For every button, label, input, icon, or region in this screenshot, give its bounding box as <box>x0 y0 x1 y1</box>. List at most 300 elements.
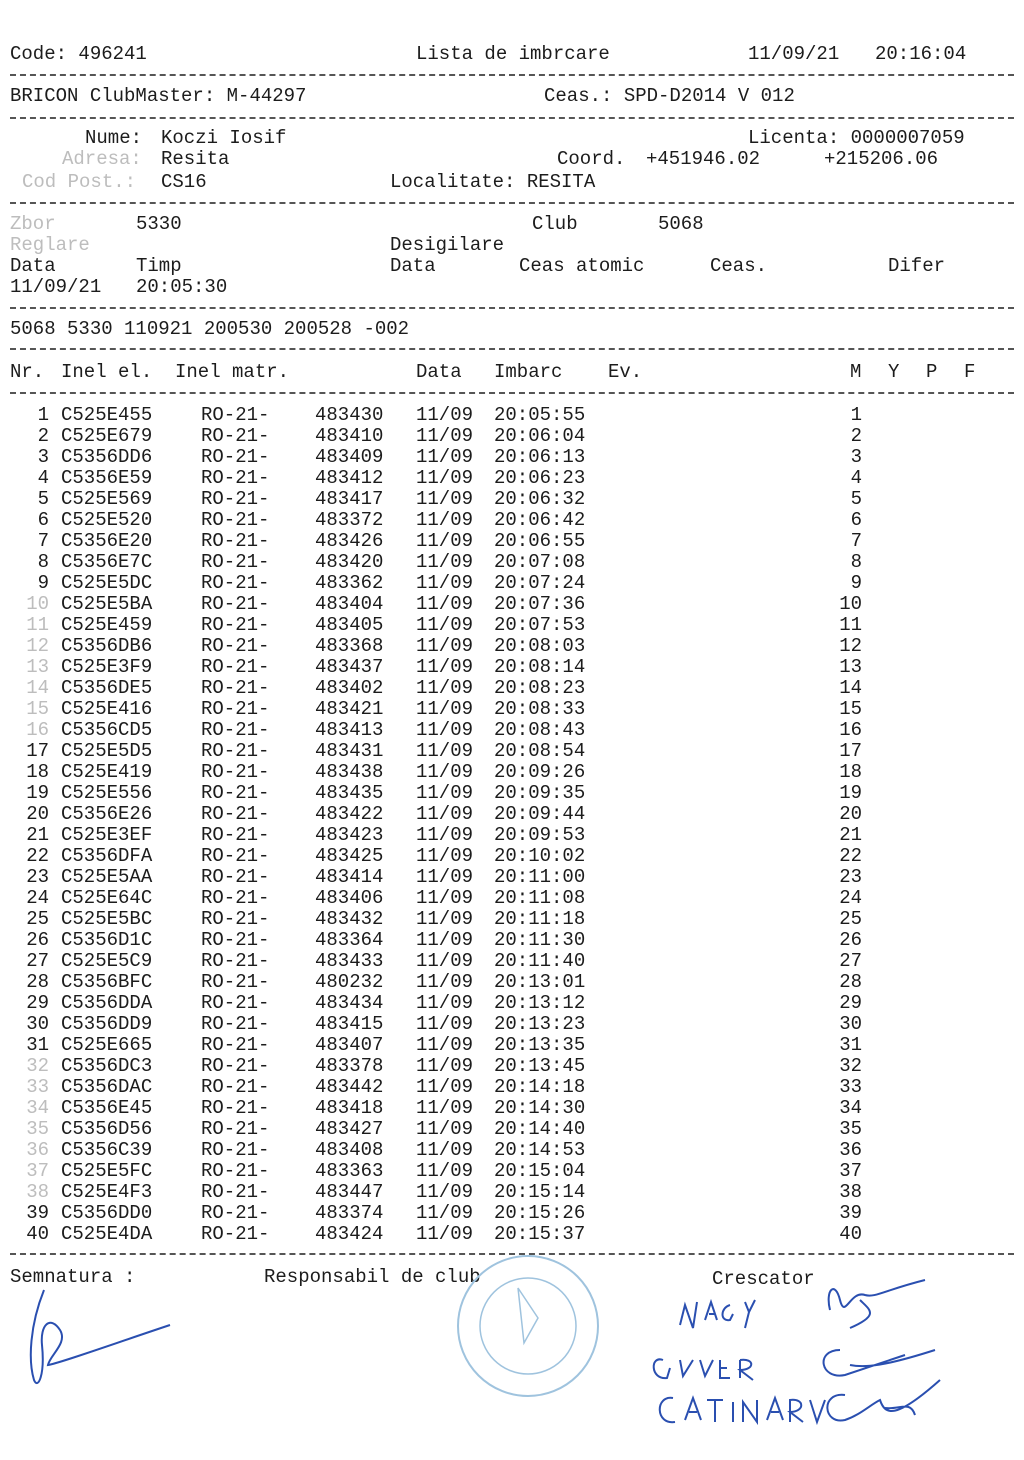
row-m: 39 <box>839 1202 862 1224</box>
row-nr: 6 <box>37 509 49 531</box>
ceas-label: Ceas. <box>710 255 768 277</box>
row-m: 35 <box>839 1118 862 1140</box>
row-inel-matr: 483405 <box>315 614 384 636</box>
row-inel-matr: 483409 <box>315 446 384 468</box>
row-time: 20:11:40 <box>494 950 586 972</box>
timp-label: Timp <box>136 255 182 277</box>
row-inel-el: C5356DD9 <box>61 1013 153 1035</box>
row-inel-prefix: RO-21- <box>201 509 270 531</box>
desigilare-label: Desigilare <box>390 234 505 256</box>
row-inel-el: C525E419 <box>61 761 153 783</box>
row-time: 20:07:36 <box>494 593 586 615</box>
row-time: 20:13:45 <box>494 1055 586 1077</box>
row-time: 20:15:37 <box>494 1223 586 1245</box>
row-m: 34 <box>839 1097 862 1119</box>
row-inel-el: C525E5BC <box>61 908 153 930</box>
row-inel-prefix: RO-21- <box>201 929 270 951</box>
row-date: 11/09 <box>416 971 474 993</box>
row-date: 11/09 <box>416 572 474 594</box>
row-inel-matr: 483437 <box>315 656 384 678</box>
row-nr: 36 <box>26 1139 49 1161</box>
row-time: 20:14:18 <box>494 1076 586 1098</box>
row-date: 11/09 <box>416 719 474 741</box>
row-inel-matr: 483447 <box>315 1181 384 1203</box>
row-time: 20:08:14 <box>494 656 586 678</box>
row-inel-matr: 480232 <box>315 971 384 993</box>
row-m: 36 <box>839 1139 862 1161</box>
row-inel-prefix: RO-21- <box>201 1202 270 1224</box>
row-inel-prefix: RO-21- <box>201 1139 270 1161</box>
row-inel-el: C5356E59 <box>61 467 153 489</box>
row-date: 11/09 <box>416 698 474 720</box>
row-date: 11/09 <box>416 782 474 804</box>
row-nr: 33 <box>26 1076 49 1098</box>
row-inel-matr: 483435 <box>315 782 384 804</box>
divider <box>10 74 1014 76</box>
row-time: 20:09:26 <box>494 761 586 783</box>
row-inel-el: C525E5DC <box>61 572 153 594</box>
row-inel-el: C5356DD6 <box>61 446 153 468</box>
row-inel-prefix: RO-21- <box>201 866 270 888</box>
row-date: 11/09 <box>416 593 474 615</box>
row-inel-el: C5356BFC <box>61 971 153 993</box>
row-time: 20:10:02 <box>494 845 586 867</box>
row-inel-prefix: RO-21- <box>201 635 270 657</box>
row-inel-prefix: RO-21- <box>201 1118 270 1140</box>
row-m: 7 <box>850 530 862 552</box>
row-date: 11/09 <box>416 1055 474 1077</box>
row-date: 11/09 <box>416 614 474 636</box>
row-date: 11/09 <box>416 467 474 489</box>
row-time: 20:05:55 <box>494 404 586 426</box>
print-time: 20:16:04 <box>875 43 967 65</box>
row-m: 5 <box>850 488 862 510</box>
row-inel-el: C525E3EF <box>61 824 153 846</box>
row-nr: 16 <box>26 719 49 741</box>
row-inel-matr: 483362 <box>315 572 384 594</box>
row-nr: 39 <box>26 1202 49 1224</box>
row-nr: 5 <box>37 488 49 510</box>
row-nr: 9 <box>37 572 49 594</box>
row-inel-matr: 483442 <box>315 1076 384 1098</box>
row-nr: 34 <box>26 1097 49 1119</box>
col-ev: Ev. <box>608 361 643 383</box>
row-inel-el: C525E3F9 <box>61 656 153 678</box>
row-inel-el: C5356DD0 <box>61 1202 153 1224</box>
row-time: 20:15:26 <box>494 1202 586 1224</box>
row-m: 31 <box>839 1034 862 1056</box>
row-date: 11/09 <box>416 1202 474 1224</box>
divider <box>10 307 1014 309</box>
postal-code: CS16 <box>161 171 207 193</box>
clubmaster-id: BRICON ClubMaster: M-44297 <box>10 85 307 107</box>
row-time: 20:06:23 <box>494 467 586 489</box>
row-inel-prefix: RO-21- <box>201 845 270 867</box>
row-time: 20:06:13 <box>494 446 586 468</box>
row-inel-prefix: RO-21- <box>201 1160 270 1182</box>
row-inel-prefix: RO-21- <box>201 824 270 846</box>
col-f: F <box>964 361 976 383</box>
row-inel-prefix: RO-21- <box>201 1097 270 1119</box>
col-inel-el: Inel el. <box>61 361 153 383</box>
row-inel-prefix: RO-21- <box>201 761 270 783</box>
row-nr: 38 <box>26 1181 49 1203</box>
row-time: 20:09:44 <box>494 803 586 825</box>
row-nr: 31 <box>26 1034 49 1056</box>
row-date: 11/09 <box>416 1034 474 1056</box>
row-nr: 21 <box>26 824 49 846</box>
row-inel-matr: 483372 <box>315 509 384 531</box>
row-inel-el: C525E459 <box>61 614 153 636</box>
row-inel-matr: 483433 <box>315 950 384 972</box>
row-m: 8 <box>850 551 862 573</box>
row-date: 11/09 <box>416 1160 474 1182</box>
row-inel-prefix: RO-21- <box>201 488 270 510</box>
row-nr: 19 <box>26 782 49 804</box>
row-inel-el: C525E556 <box>61 782 153 804</box>
row-m: 22 <box>839 845 862 867</box>
row-date: 11/09 <box>416 1139 474 1161</box>
row-m: 12 <box>839 635 862 657</box>
row-date: 11/09 <box>416 761 474 783</box>
coord-label: Coord. <box>557 148 626 170</box>
row-inel-matr: 483420 <box>315 551 384 573</box>
row-inel-prefix: RO-21- <box>201 425 270 447</box>
row-date: 11/09 <box>416 740 474 762</box>
row-time: 20:15:04 <box>494 1160 586 1182</box>
row-nr: 17 <box>26 740 49 762</box>
row-inel-prefix: RO-21- <box>201 887 270 909</box>
zbor-label: Zbor <box>10 213 56 235</box>
row-inel-prefix: RO-21- <box>201 1055 270 1077</box>
row-m: 18 <box>839 761 862 783</box>
row-m: 13 <box>839 656 862 678</box>
row-m: 20 <box>839 803 862 825</box>
row-nr: 7 <box>37 530 49 552</box>
divider <box>10 348 1014 350</box>
row-nr: 24 <box>26 887 49 909</box>
row-inel-matr: 483363 <box>315 1160 384 1182</box>
row-date: 11/09 <box>416 1223 474 1245</box>
col-nr: Nr. <box>10 361 45 383</box>
row-inel-matr: 483438 <box>315 761 384 783</box>
row-nr: 14 <box>26 677 49 699</box>
row-inel-prefix: RO-21- <box>201 614 270 636</box>
col-imbarc: Imbarc <box>494 361 563 383</box>
row-inel-matr: 483415 <box>315 1013 384 1035</box>
row-m: 24 <box>839 887 862 909</box>
row-date: 11/09 <box>416 1013 474 1035</box>
row-inel-matr: 483413 <box>315 719 384 741</box>
row-time: 20:07:24 <box>494 572 586 594</box>
row-inel-matr: 483426 <box>315 530 384 552</box>
divider <box>10 392 1014 394</box>
breeder-label: Crescator <box>712 1268 815 1290</box>
row-inel-el: C5356CD5 <box>61 719 153 741</box>
row-date: 11/09 <box>416 509 474 531</box>
row-inel-matr: 483368 <box>315 635 384 657</box>
row-date: 11/09 <box>416 866 474 888</box>
row-m: 28 <box>839 971 862 993</box>
row-date: 11/09 <box>416 803 474 825</box>
row-nr: 32 <box>26 1055 49 1077</box>
row-inel-matr: 483431 <box>315 740 384 762</box>
row-time: 20:11:00 <box>494 866 586 888</box>
row-time: 20:07:53 <box>494 614 586 636</box>
row-date: 11/09 <box>416 824 474 846</box>
row-inel-matr: 483364 <box>315 929 384 951</box>
row-m: 17 <box>839 740 862 762</box>
row-inel-el: C525E64C <box>61 887 153 909</box>
row-m: 9 <box>850 572 862 594</box>
row-time: 20:09:53 <box>494 824 586 846</box>
divider <box>10 117 1014 119</box>
row-time: 20:08:54 <box>494 740 586 762</box>
document-title: Lista de imbrcare <box>416 43 610 65</box>
row-date: 11/09 <box>416 656 474 678</box>
reglare-time: 20:05:30 <box>136 276 228 298</box>
flight-summary: 5068 5330 110921 200530 200528 -002 <box>10 318 410 340</box>
row-inel-el: C525E520 <box>61 509 153 531</box>
row-date: 11/09 <box>416 1181 474 1203</box>
row-inel-prefix: RO-21- <box>201 1076 270 1098</box>
row-date: 11/09 <box>416 950 474 972</box>
row-inel-prefix: RO-21- <box>201 803 270 825</box>
row-m: 16 <box>839 719 862 741</box>
address-label: Adresa: <box>62 148 142 170</box>
row-date: 11/09 <box>416 488 474 510</box>
row-inel-matr: 483402 <box>315 677 384 699</box>
row-nr: 2 <box>37 425 49 447</box>
row-nr: 3 <box>37 446 49 468</box>
row-inel-matr: 483378 <box>315 1055 384 1077</box>
row-inel-prefix: RO-21- <box>201 719 270 741</box>
row-inel-matr: 483412 <box>315 467 384 489</box>
row-nr: 40 <box>26 1223 49 1245</box>
row-time: 20:08:33 <box>494 698 586 720</box>
row-inel-prefix: RO-21- <box>201 1013 270 1035</box>
row-nr: 23 <box>26 866 49 888</box>
row-inel-matr: 483422 <box>315 803 384 825</box>
ceas-atomic-label: Ceas atomic <box>519 255 645 277</box>
row-m: 14 <box>839 677 862 699</box>
clock-id: Ceas.: SPD-D2014 V 012 <box>544 85 795 107</box>
row-inel-matr: 483432 <box>315 908 384 930</box>
reglare-date: 11/09/21 <box>10 276 102 298</box>
row-inel-el: C525E5AA <box>61 866 153 888</box>
row-nr: 27 <box>26 950 49 972</box>
row-inel-el: C5356DE5 <box>61 677 153 699</box>
row-date: 11/09 <box>416 425 474 447</box>
col-inel-matr: Inel matr. <box>175 361 290 383</box>
row-nr: 35 <box>26 1118 49 1140</box>
row-inel-el: C5356DC3 <box>61 1055 153 1077</box>
row-nr: 10 <box>26 593 49 615</box>
row-time: 20:06:32 <box>494 488 586 510</box>
row-inel-matr: 483424 <box>315 1223 384 1245</box>
row-time: 20:14:53 <box>494 1139 586 1161</box>
row-inel-prefix: RO-21- <box>201 740 270 762</box>
club-stamp <box>448 1248 608 1408</box>
row-date: 11/09 <box>416 677 474 699</box>
row-inel-prefix: RO-21- <box>201 1034 270 1056</box>
row-date: 11/09 <box>416 1076 474 1098</box>
row-m: 32 <box>839 1055 862 1077</box>
row-m: 33 <box>839 1076 862 1098</box>
row-inel-el: C525E5C9 <box>61 950 153 972</box>
row-inel-matr: 483427 <box>315 1118 384 1140</box>
row-inel-el: C525E4DA <box>61 1223 153 1245</box>
license: Licenta: 0000007059 <box>748 127 965 149</box>
row-inel-el: C525E455 <box>61 404 153 426</box>
data-label: Data <box>10 255 56 277</box>
row-nr: 37 <box>26 1160 49 1182</box>
row-inel-el: C5356E26 <box>61 803 153 825</box>
row-time: 20:11:18 <box>494 908 586 930</box>
row-time: 20:07:08 <box>494 551 586 573</box>
row-time: 20:14:40 <box>494 1118 586 1140</box>
row-inel-prefix: RO-21- <box>201 446 270 468</box>
row-m: 40 <box>839 1223 862 1245</box>
row-inel-matr: 483430 <box>315 404 384 426</box>
document-code: Code: 496241 <box>10 43 147 65</box>
row-nr: 12 <box>26 635 49 657</box>
row-inel-matr: 483421 <box>315 698 384 720</box>
row-nr: 28 <box>26 971 49 993</box>
data2-label: Data <box>390 255 436 277</box>
row-time: 20:06:55 <box>494 530 586 552</box>
row-date: 11/09 <box>416 1118 474 1140</box>
row-inel-el: C5356DFA <box>61 845 153 867</box>
row-date: 11/09 <box>416 908 474 930</box>
row-inel-el: C5356E20 <box>61 530 153 552</box>
row-date: 11/09 <box>416 929 474 951</box>
row-date: 11/09 <box>416 551 474 573</box>
col-p: P <box>926 361 938 383</box>
row-date: 11/09 <box>416 530 474 552</box>
club-responsible-label: Responsabil de club <box>264 1266 481 1288</box>
row-inel-el: C525E569 <box>61 488 153 510</box>
row-inel-matr: 483408 <box>315 1139 384 1161</box>
row-m: 26 <box>839 929 862 951</box>
row-inel-prefix: RO-21- <box>201 551 270 573</box>
owner-address: Resita <box>161 148 230 170</box>
row-time: 20:09:35 <box>494 782 586 804</box>
coord-lon: +215206.06 <box>824 148 939 170</box>
row-nr: 1 <box>37 404 49 426</box>
row-m: 19 <box>839 782 862 804</box>
row-nr: 22 <box>26 845 49 867</box>
row-inel-prefix: RO-21- <box>201 677 270 699</box>
row-nr: 30 <box>26 1013 49 1035</box>
reglare-label: Reglare <box>10 234 90 256</box>
row-inel-el: C5356D1C <box>61 929 153 951</box>
row-inel-el: C525E5FC <box>61 1160 153 1182</box>
row-inel-prefix: RO-21- <box>201 950 270 972</box>
row-m: 10 <box>839 593 862 615</box>
row-time: 20:08:23 <box>494 677 586 699</box>
row-time: 20:13:23 <box>494 1013 586 1035</box>
col-data: Data <box>416 361 462 383</box>
row-inel-el: C5356DDA <box>61 992 153 1014</box>
row-inel-matr: 483406 <box>315 887 384 909</box>
row-nr: 8 <box>37 551 49 573</box>
row-inel-matr: 483417 <box>315 488 384 510</box>
row-m: 30 <box>839 1013 862 1035</box>
row-inel-prefix: RO-21- <box>201 1181 270 1203</box>
row-m: 25 <box>839 908 862 930</box>
row-m: 27 <box>839 950 862 972</box>
owner-name: Koczi Iosif <box>161 127 287 149</box>
club-value: 5068 <box>658 213 704 235</box>
row-m: 37 <box>839 1160 862 1182</box>
signature-left <box>20 1285 190 1395</box>
postal-label: Cod Post.: <box>22 171 137 193</box>
row-date: 11/09 <box>416 404 474 426</box>
row-inel-el: C525E416 <box>61 698 153 720</box>
row-inel-prefix: RO-21- <box>201 698 270 720</box>
row-time: 20:15:14 <box>494 1181 586 1203</box>
row-date: 11/09 <box>416 887 474 909</box>
row-inel-prefix: RO-21- <box>201 782 270 804</box>
row-m: 3 <box>850 446 862 468</box>
row-inel-matr: 483414 <box>315 866 384 888</box>
row-nr: 15 <box>26 698 49 720</box>
row-inel-el: C5356E45 <box>61 1097 153 1119</box>
row-time: 20:08:43 <box>494 719 586 741</box>
row-m: 2 <box>850 425 862 447</box>
row-inel-el: C5356D56 <box>61 1118 153 1140</box>
difer-label: Difer <box>888 255 946 277</box>
row-inel-prefix: RO-21- <box>201 1223 270 1245</box>
row-inel-matr: 483404 <box>315 593 384 615</box>
row-nr: 29 <box>26 992 49 1014</box>
row-inel-matr: 483410 <box>315 425 384 447</box>
row-inel-matr: 483407 <box>315 1034 384 1056</box>
row-inel-prefix: RO-21- <box>201 530 270 552</box>
col-y: Y <box>888 361 900 383</box>
row-time: 20:11:30 <box>494 929 586 951</box>
row-nr: 26 <box>26 929 49 951</box>
row-inel-el: C525E5BA <box>61 593 153 615</box>
row-inel-el: C5356DB6 <box>61 635 153 657</box>
row-m: 6 <box>850 509 862 531</box>
row-date: 11/09 <box>416 845 474 867</box>
row-time: 20:14:30 <box>494 1097 586 1119</box>
row-inel-prefix: RO-21- <box>201 971 270 993</box>
row-time: 20:06:42 <box>494 509 586 531</box>
row-inel-el: C525E4F3 <box>61 1181 153 1203</box>
row-m: 11 <box>839 614 862 636</box>
row-inel-el: C5356C39 <box>61 1139 153 1161</box>
row-date: 11/09 <box>416 992 474 1014</box>
row-nr: 20 <box>26 803 49 825</box>
row-m: 38 <box>839 1181 862 1203</box>
signature-label: Semnatura : <box>10 1266 136 1288</box>
row-nr: 13 <box>26 656 49 678</box>
coord-lat: +451946.02 <box>646 148 761 170</box>
row-inel-matr: 483434 <box>315 992 384 1014</box>
row-inel-matr: 483425 <box>315 845 384 867</box>
row-inel-prefix: RO-21- <box>201 404 270 426</box>
row-inel-el: C5356E7C <box>61 551 153 573</box>
row-m: 29 <box>839 992 862 1014</box>
row-inel-el: C525E5D5 <box>61 740 153 762</box>
row-time: 20:06:04 <box>494 425 586 447</box>
row-inel-el: C525E679 <box>61 425 153 447</box>
row-inel-prefix: RO-21- <box>201 992 270 1014</box>
row-nr: 4 <box>37 467 49 489</box>
